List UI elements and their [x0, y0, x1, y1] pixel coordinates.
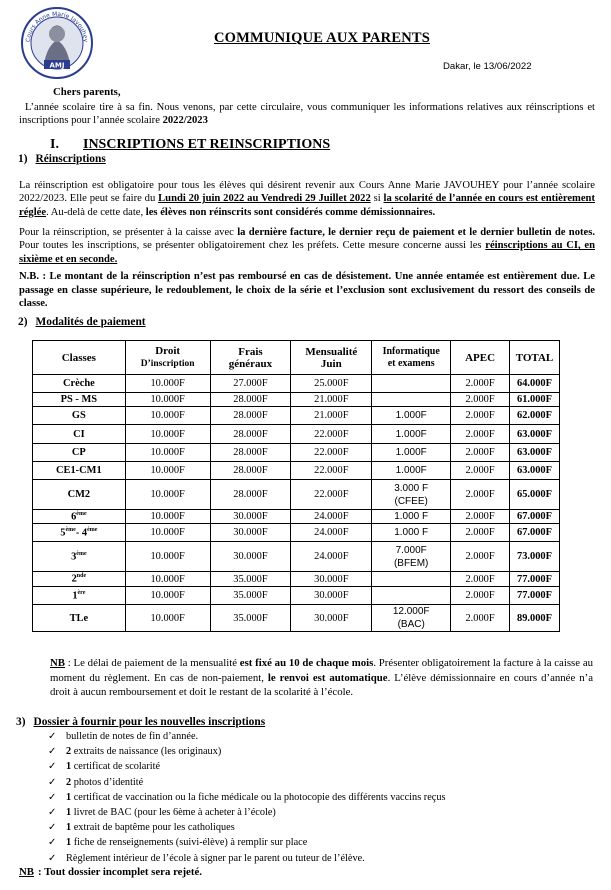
cell-informatique: 1.000F — [372, 462, 451, 480]
cell-apec: 2.000F — [451, 462, 510, 480]
cell-mensualite: 24.000F — [291, 542, 372, 572]
cell-apec: 2.000F — [451, 425, 510, 444]
cell-droit: 10.000F — [125, 510, 210, 524]
cell-droit: 10.000F — [125, 572, 210, 587]
cell-classe: PS - MS — [33, 393, 126, 407]
checkmark-icon: ✓ — [48, 822, 57, 834]
table-row — [33, 480, 560, 510]
logo-initials: AMJ — [49, 61, 65, 70]
subheading-reinscriptions: 1) Réinscriptions — [18, 153, 106, 165]
list-item: ✓ 2 photos d’identité — [48, 775, 446, 790]
logo-text: Cours Anne Marie Javouhey — [24, 10, 90, 43]
cell-classe: CM2 — [33, 480, 126, 510]
cell-frais: 28.000F — [210, 393, 291, 407]
table-row — [33, 425, 560, 444]
col-frais: Frais généraux — [210, 341, 291, 375]
dossier-list — [48, 729, 446, 866]
cell-frais: 35.000F — [210, 587, 291, 605]
intro-paragraph: L’année scolaire tire à sa fin. Nous venons, par cette circulaire, vous communiquer les informations relatives aux réinscriptions et inscriptions pour l’année scolaire 2022/2023 — [19, 102, 595, 127]
cell-apec: 2.000F — [451, 393, 510, 407]
fees-table — [32, 340, 560, 632]
cell-mensualite: 22.000F — [291, 480, 372, 510]
cell-droit: 10.000F — [125, 587, 210, 605]
reinscription-procedure-paragraph: Pour la réinscription, se présenter à la caisse avec la dernière facture, le dernier reçu de paiement et le dernier bulletin de notes. Pour toutes les inscriptions, se présenter obligatoirement chez les préfets. Cette mesure concerne aussi les réinscriptions au CI, en sixième et en seconde. — [19, 227, 595, 265]
cell-classe: 3ème — [33, 542, 126, 572]
cell-total: 77.000F — [509, 572, 559, 587]
cell-droit: 10.000F — [125, 393, 210, 407]
cell-mensualite: 24.000F — [291, 524, 372, 542]
cell-frais: 27.000F — [210, 375, 291, 393]
cell-apec: 2.000F — [451, 587, 510, 605]
cell-droit: 10.000F — [125, 375, 210, 393]
list-item: ✓ 1 livret de BAC (pour les 6ème à acheter à l’école) — [48, 805, 446, 820]
cell-total: 89.000F — [509, 605, 559, 632]
cell-droit: 10.000F — [125, 605, 210, 632]
cell-frais: 28.000F — [210, 407, 291, 425]
cell-informatique: 1.000F — [372, 425, 451, 444]
checkmark-icon: ✓ — [48, 731, 57, 742]
cell-informatique: 1.000 F — [372, 524, 451, 542]
cell-total: 73.000F — [509, 542, 559, 572]
list-item: ✓ bulletin de notes de fin d’année. — [48, 729, 446, 744]
table-header-row — [33, 341, 560, 375]
cell-apec: 2.000F — [451, 605, 510, 632]
cell-droit: 10.000F — [125, 425, 210, 444]
cell-frais: 28.000F — [210, 480, 291, 510]
cell-classe: GS — [33, 407, 126, 425]
reinscription-note: N.B. : Le montant de la réinscription n’est pas remboursé en cas de désistement. Une année entamée est entièrement due. Le passage en classe supérieure, le redoublement, le choix de la série et l’exclusion sont exclusivement du ressort des conseils de classe. — [19, 271, 595, 310]
cell-apec: 2.000F — [451, 480, 510, 510]
table-row — [33, 462, 560, 480]
cell-informatique: 1.000F — [372, 407, 451, 425]
cell-informatique: 1.000F — [372, 444, 451, 462]
cell-classe: 1ère — [33, 587, 126, 605]
cell-informatique — [372, 587, 451, 605]
cell-mensualite: 21.000F — [291, 407, 372, 425]
cell-total: 63.000F — [509, 462, 559, 480]
list-item: ✓ 1 extrait de baptême pour les catholiques — [48, 820, 446, 835]
cell-informatique: 1.000 F — [372, 510, 451, 524]
cell-apec: 2.000F — [451, 542, 510, 572]
cell-informatique — [372, 375, 451, 393]
cell-informatique: 12.000F (BAC) — [372, 605, 451, 632]
cell-total: 63.000F — [509, 425, 559, 444]
table-row — [33, 375, 560, 393]
checkmark-icon: ✓ — [48, 837, 57, 849]
cell-mensualite: 30.000F — [291, 572, 372, 587]
cell-frais: 30.000F — [210, 542, 291, 572]
col-informatique: Informatique et examens — [372, 341, 451, 375]
col-mensualite: Mensualité Juin — [291, 341, 372, 375]
cell-classe: 6ème — [33, 510, 126, 524]
subheading-dossier: 3) Dossier à fournir pour les nouvelles inscriptions — [16, 716, 266, 728]
col-apec: APEC — [451, 341, 510, 375]
table-row — [33, 407, 560, 425]
cell-classe: 5ème- 4ème — [33, 524, 126, 542]
cell-mensualite: 30.000F — [291, 587, 372, 605]
subheading-modalites: 2) Modalités de paiement — [18, 316, 146, 328]
cell-droit: 10.000F — [125, 542, 210, 572]
table-row — [33, 572, 560, 587]
cell-droit: 10.000F — [125, 462, 210, 480]
page-title: COMMUNIQUE AUX PARENTS — [214, 30, 430, 46]
cell-classe: 2nde — [33, 572, 126, 587]
cell-frais: 28.000F — [210, 462, 291, 480]
cell-classe: CI — [33, 425, 126, 444]
checkmark-icon: ✓ — [48, 776, 57, 788]
table-row — [33, 542, 560, 572]
cell-apec: 2.000F — [451, 444, 510, 462]
cell-frais: 28.000F — [210, 444, 291, 462]
checkmark-icon: ✓ — [48, 746, 57, 758]
cell-total: 65.000F — [509, 480, 559, 510]
list-item: ✓ Règlement intérieur de l’école à signer par le parent ou tuteur de l’élève. — [48, 851, 446, 866]
cell-informatique: 7.000F (BFEM) — [372, 542, 451, 572]
table-row — [33, 444, 560, 462]
section-title: I. INSCRIPTIONS ET REINSCRIPTIONS — [50, 137, 331, 152]
list-item: ✓ 1 certificat de scolarité — [48, 759, 446, 774]
cell-apec: 2.000F — [451, 572, 510, 587]
list-item: ✓ 1 fiche de renseignements (suivi-élève) à remplir sur place — [48, 835, 446, 850]
cell-classe: Crèche — [33, 375, 126, 393]
cell-classe: CE1-CM1 — [33, 462, 126, 480]
reinscription-paragraph: La réinscription est obligatoire pour tous les élèves qui désirent revenir aux Cours Anne Marie JAVOUHEY pour l’année scolaire 2022/2023. Elle peut se faire du Lundi 20 juin 2022 au Vendredi 29 Juillet 2022 si la scolarité de l’année en cours est entièrement réglée. Au-delà de cette date, les élèves non réinscrits sont considérés comme démissionnaires. — [19, 180, 595, 218]
cell-mensualite: 21.000F — [291, 393, 372, 407]
cell-frais: 30.000F — [210, 524, 291, 542]
cell-total: 62.000F — [509, 407, 559, 425]
cell-mensualite: 22.000F — [291, 425, 372, 444]
school-logo — [20, 6, 94, 80]
cell-droit: 10.000F — [125, 444, 210, 462]
cell-total: 67.000F — [509, 510, 559, 524]
date-line: Dakar, le 13/06/2022 — [443, 61, 532, 72]
cell-frais: 35.000F — [210, 572, 291, 587]
cell-droit: 10.000F — [125, 480, 210, 510]
col-total: TOTAL — [509, 341, 559, 375]
cell-classe: CP — [33, 444, 126, 462]
greeting: Chers parents, — [53, 86, 121, 98]
cell-total: 67.000F — [509, 524, 559, 542]
col-droit: Droit D’inscription — [125, 341, 210, 375]
cell-mensualite: 25.000F — [291, 375, 372, 393]
cell-mensualite: 24.000F — [291, 510, 372, 524]
cell-total: 77.000F — [509, 587, 559, 605]
cell-apec: 2.000F — [451, 510, 510, 524]
table-row — [33, 393, 560, 407]
table-row — [33, 524, 560, 542]
cell-informatique — [372, 572, 451, 587]
table-row — [33, 605, 560, 632]
cell-frais: 35.000F — [210, 605, 291, 632]
cell-total: 63.000F — [509, 444, 559, 462]
table-row — [33, 510, 560, 524]
list-item: ✓ 1 certificat de vaccination ou la fiche médicale ou la photocopie des différents vaccins reçus — [48, 790, 446, 805]
cell-droit: 10.000F — [125, 407, 210, 425]
table-row — [33, 587, 560, 605]
cell-informatique: 3.000 F (CFEE) — [372, 480, 451, 510]
cell-droit: 10.000F — [125, 524, 210, 542]
cell-frais: 28.000F — [210, 425, 291, 444]
cell-informatique — [372, 393, 451, 407]
col-classes: Classes — [33, 341, 126, 375]
cell-classe: TLe — [33, 605, 126, 632]
cell-apec: 2.000F — [451, 375, 510, 393]
cell-mensualite: 22.000F — [291, 462, 372, 480]
final-note: NB : Tout dossier incomplet sera rejeté. — [19, 866, 202, 878]
cell-total: 64.000F — [509, 375, 559, 393]
list-item: ✓ 2 extraits de naissance (les originaux) — [48, 744, 446, 759]
cell-apec: 2.000F — [451, 407, 510, 425]
checkmark-icon: ✓ — [48, 791, 57, 803]
cell-total: 61.000F — [509, 393, 559, 407]
cell-frais: 30.000F — [210, 510, 291, 524]
cell-mensualite: 30.000F — [291, 605, 372, 632]
checkmark-icon: ✓ — [48, 761, 57, 773]
cell-mensualite: 22.000F — [291, 444, 372, 462]
checkmark-icon: ✓ — [48, 806, 57, 818]
checkmark-icon: ✓ — [48, 852, 57, 864]
payment-note: NB : Le délai de paiement de la mensualité est fixé au 10 de chaque mois. Présenter obligatoirement la facture à la caisse au moment du règlement. En cas de non-paiement, le renvoi est automatique. L’élève démissionnaire en cours d’année n’a droit à aucun remboursement et doit le restant de la scolarité à l’école. — [50, 657, 594, 699]
cell-apec: 2.000F — [451, 524, 510, 542]
